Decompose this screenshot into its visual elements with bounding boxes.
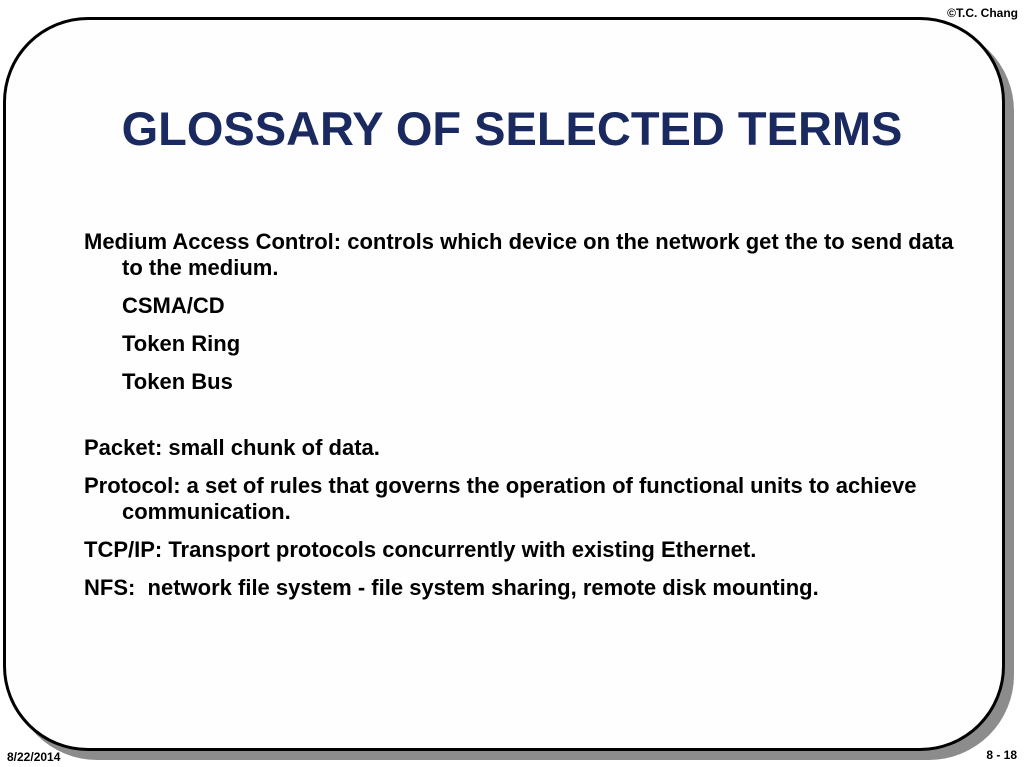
term-nfs: NFS: network file system - file system sharing, remote disk mounting.	[84, 575, 819, 600]
copyright-label: ©T.C. Chang	[947, 6, 1018, 20]
sub-item-token-bus: Token Bus	[122, 369, 233, 394]
sub-item-token-ring: Token Ring	[122, 331, 241, 356]
sub-item-csma-cd: CSMA/CD	[122, 293, 225, 318]
glossary-body	[84, 229, 964, 601]
slide-title: GLOSSARY OF SELECTED TERMS	[121, 102, 903, 155]
term-medium-access-control: Medium Access Control: controls which device on the network get the to send data to the medium.	[84, 229, 954, 280]
term-packet: Packet: small chunk of data.	[84, 435, 380, 460]
term-protocol: Protocol: a set of rules that governs the operation of functional units to achieve communication.	[84, 473, 917, 524]
footer-page-number: 8 - 18	[986, 748, 1017, 762]
term-tcp-ip: TCP/IP: Transport protocols concurrently with existing Ethernet.	[84, 537, 757, 562]
footer-date: 8/22/2014	[7, 750, 61, 764]
